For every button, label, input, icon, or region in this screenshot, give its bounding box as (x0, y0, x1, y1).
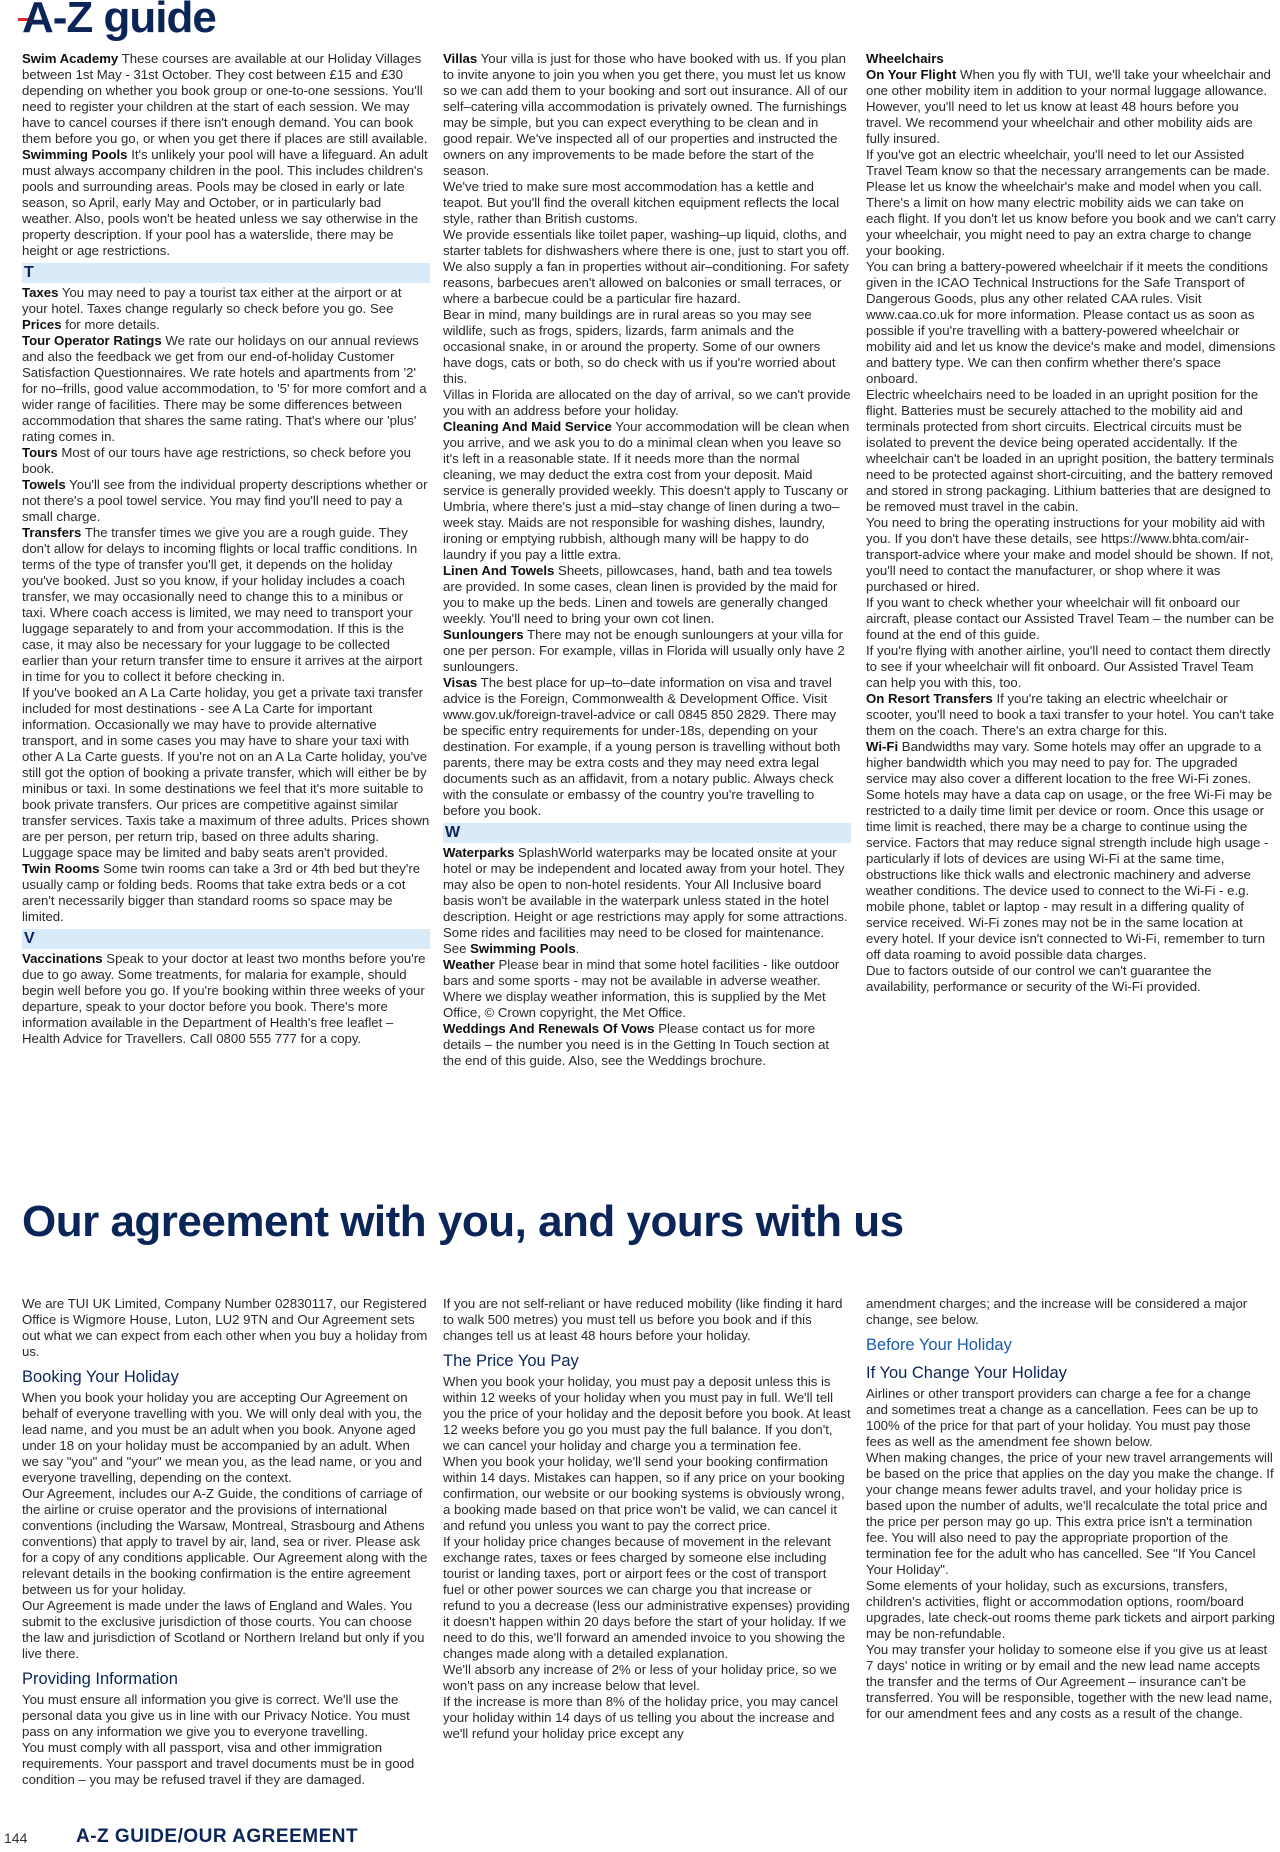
entry-towels: Towels You'll see from the individual property descriptions whether or not there's a pool towel service. You may find you'll need to pay a small charge. (22, 477, 428, 524)
entry-check-fit: If you want to check whether your wheelchair will fit onboard our aircraft, please contact our Assisted Travel Team – the number can be found at the end of this guide. (866, 595, 1275, 642)
price-heading: The Price You Pay (443, 1352, 579, 1370)
booking-para-1: When you book your holiday you are accepting Our Agreement on behalf of everyone travelling with you. We will only deal with you, the lead name, and you must be an adult when you book. Anyone aged under 18 on your holiday must be accompanied by an adult. When we say "you" and "your" we mean you, as the lead name, or you and everyone travelling, depending on the context. (22, 1390, 422, 1485)
change-para-1: Airlines or other transport providers can charge a fee for a change and sometimes treat a change as a cancellation. Fees can be up to 100% of the price for that part of your holiday. You must pay those fees as well as the amendment fee shown below. (866, 1386, 1259, 1449)
entry-villas-wildlife: Bear in mind, many buildings are in rural areas so you may see wildlife, such as frogs, spiders, lizards, farm animals and the occasional snake, in or around the property. Some of our owners have dogs, cats or both, so do check with us if you're worried about this. (443, 307, 836, 386)
agreement-column-2 (443, 1296, 851, 1742)
entry-on-resort-transfers: On Resort Transfers If you're taking an electric wheelchair or scooter, you'll need to book a taxi transfer to your hotel. You can't take them on the coach. There's an extra charge for this. (866, 691, 1275, 738)
entry-villas-kettle: We've tried to make sure most accommodation has a kettle and teapot. But you'll find the overall kitchen equipment reflects the local style, rather than British customs. (443, 179, 840, 226)
entry-transfers-alacarte: If you've booked an A La Carte holiday, you get a private taxi transfer included for most destinations - see A La Carte for important information. Occasionally we may have to provide alternative transport, and in some cases you may have to share your taxi with other A La Carte guests. If you're not on an A La Carte holiday, you've still got the option of booking a private transfer, which will either be by minibus or taxi. In some destinations we feel that it's more suitable to book private transfers. Our prices are competitive against similar transfer services. Taxis take a maximum of three adults. Prices shown are per person, per return trip, based on three adults sharing. Luggage space may be limited and baby seats aren't provided. (22, 685, 430, 860)
page-title: A-Z guide (22, 0, 216, 42)
entry-battery-wheelchair: You can bring a battery-powered wheelchair if it meets the conditions given in the ICAO Technical Instructions for the Safe Transport of Dangerous Goods, plus any other related CAA rules. Visit www.caa.co.uk for more information. Please contact us as soon as possible if you're travelling with a battery-powered wheelchair or mobility aid and let us know the device's make and model, dimensions and battery type. We can then confirm whether there's space onboard. (866, 259, 1276, 386)
booking-para-2: Our Agreement, includes our A-Z Guide, the conditions of carriage of the airline or cruise operator and the provisions of international conventions (including the Warsaw, Montreal, Strasbourg and Athens conventions) that apply to travel by air, land, sea or river. Please ask for a copy of any conditions applicable. Our Agreement along with the relevant details in the booking confirmation is the entire agreement between us for your holiday. (22, 1486, 428, 1597)
entry-wifi: Wi-Fi Bandwidths may vary. Some hotels may offer an upgrade to a higher bandwidth which you may need to pay for. The upgraded service may also cover a different location to the free Wi-Fi zones. Some hotels may have a data cap on usage, or the free Wi-Fi may be restricted to a daily time limit per device or room. Once this usage or time limit is reached, there may be a charge to continue using the service. Factors that may reduce signal strength include high usage - particularly if lots of devices are using Wi-Fi at the same time, obstructions like thick walls and electronic machinery and adverse weather conditions. The device used to connect to the Wi-Fi - e.g. mobile phone, tablet or laptop - may result in a differing quality of service received. Wi-Fi zones may not be in the same location at every hotel. If your device isn't connected to Wi-Fi, remember to turn off data roaming to avoid possible data charges. (866, 739, 1273, 962)
entry-on-your-flight: On Your Flight When you fly with TUI, we'll take your wheelchair and one other mobility item in addition to your normal luggage allowance. However, you'll need to let us know at least 48 hours before you travel. We recommend your wheelchair and other mobility aids are fully insured. (866, 67, 1271, 146)
agreement-column-1 (22, 1296, 430, 1788)
wheelchairs-heading: Wheelchairs (866, 51, 944, 66)
az-column-3 (866, 51, 1276, 995)
entry-operating-instructions: You need to bring the operating instructions for your mobility aid with you. If you don't have these details, see https://www.bhta.com/air-transport-advice where your make and model should be shown. If not, you'll need to contact the manufacturer, or shop where it was purchased or hired. (866, 515, 1274, 594)
continued-para: amendment charges; and the increase will be considered a major change, see below. (866, 1296, 1248, 1327)
agreement-column-3 (866, 1296, 1276, 1722)
entry-electric-wheelchair: If you've got an electric wheelchair, you'll need to let our Assisted Travel Team know so that the necessary arrangements can be made. Please let us know the wheelchair's make and model when you call. There's a limit on how many electric mobility aids we can take on each flight. If you don't let us know before you book and we can't carry your wheelchair, you might need to pay an extra charge to change your booking. (866, 147, 1276, 258)
letter-heading-v: V (22, 929, 430, 949)
booking-heading: Booking Your Holiday (22, 1368, 179, 1386)
entry-sunloungers: Sunloungers There may not be enough sunloungers at your villa for one per person. For example, villas in Florida will usually only have 2 sunloungers. (443, 627, 845, 674)
booking-para-3: Our Agreement is made under the laws of England and Wales. You submit to the exclusive jurisdiction of those courts. You can choose the law and jurisdiction of Scotland or Northern Ireland but only if you live there. (22, 1598, 425, 1661)
price-para-1: When you book your holiday, you must pay a deposit unless this is within 12 weeks of your holiday when you must pay in full. We'll tell you the price of your holiday and the deposit before you book. At least 12 weeks before you go you must pay the full balance. If you don't, we can cancel your holiday and charge you a termination fee. (443, 1374, 851, 1453)
entry-upright-loading: Electric wheelchairs need to be loaded in an upright position for the flight. Batteries must be securely attached to the mobility aid and terminals protected from short circuits. Electrical circuits must be isolated to prevent the device being operated accidentally. If the wheelchair can't be loaded in an upright position, the battery terminals need to be protected against short-circuiting, and the battery removed and stored in strong packaging. Lithium batteries that are designed to be removed must travel in the cabin. (866, 387, 1274, 514)
entry-vaccinations: Vaccinations Speak to your doctor at least two months before you're due to go away. Some treatments, for malaria for example, should begin well before you go. If you're booking within three weeks of your departure, speak to your doctor before you book. There's more information available in the Department of Health's free leaflet – Health Advice for Travellers. Call 0800 555 777 for a copy. (22, 951, 426, 1046)
agreement-title: Our agreement with you, and yours with us (22, 1197, 904, 1246)
entry-villas: Villas Your villa is just for those who have booked with us. If you plan to invite anyone to join you when you get there, you must let us know so we can add them to your booking and sort out insurance. All of our self–catering villa accommodation is privately owned. The furnishings may be simple, but you can expect everything to be clean and in good repair. We've inspected all of our properties and instructed the owners on any improvements to be made before the start of the season. (443, 51, 848, 178)
entry-transfers: Transfers The transfer times we give you are a rough guide. They don't allow for delays to incoming flights or local traffic conditions. In terms of the type of transfer you'll get, it depends on the holiday you've booked. Just so you know, if your holiday includes a coach transfer, we may occasionally need to change this to a minibus or taxi. Where coach access is limited, we may need to transport your luggage separately to and from your accommodation. If this is the case, it may also be necessary for your luggage to be collected earlier than your return transfer time to ensure it arrives at the airport in time for you to collect it before checking in. (22, 525, 423, 684)
entry-visas: Visas The best place for up–to–date information on visa and travel advice is the Foreign, Commonwealth & Development Office. Visit www.gov.uk/foreign-travel-advice or call 0845 850 2829. There may be specific entry requirements for under-18s, depending on your destination. For example, if a young person is travelling without both parents, there may be extra costs and they may need extra legal documents such as an affidavit, from a notary public. Always check with the consulate or embassy of the country you're travelling to before you book. (443, 675, 841, 818)
footer-label: A-Z GUIDE/OUR AGREEMENT (76, 1826, 359, 1847)
providing-info-heading: Providing Information (22, 1670, 178, 1688)
entry-villas-florida: Villas in Florida are allocated on the day of arrival, so we can't provide you with an address before your holiday. (443, 387, 851, 418)
before-holiday-heading: Before Your Holiday (866, 1336, 1012, 1354)
entry-cleaning: Cleaning And Maid Service Your accommodation will be clean when you arrive, and we ask you to do a minimal clean when you leave so it's left in a reasonable state. If it needs more than the normal cleaning, we may deduct the extra cost from your deposit. Maid service is generally provided weekly. This doesn't apply to Tuscany or Umbria, where there's just a mid–stay change of linen during a two–week stay. Maids are not responsible for washing dishes, laundry, ironing or emptying rubbish, although many will be happy to do laundry if you pay a little extra. (443, 419, 850, 562)
entry-swim-academy: Swim Academy These courses are available at our Holiday Villages between 1st May - 31st October. They cost between £15 and £30 depending on whether you book group or one-to-one sessions. You'll need to register your children at the start of each session. We may have to cancel courses if there isn't enough demand. You can book them before you go, or when you get there if places are still available. (22, 51, 428, 146)
az-column-1 (22, 51, 430, 1047)
letter-heading-w: W (443, 823, 851, 843)
letter-heading-t: T (22, 263, 430, 283)
mobility-para: If you are not self-reliant or have reduced mobility (like finding it hard to walk 500 metres) you must tell us before you book and if this changes tell us at least 48 hours before your holiday. (443, 1296, 843, 1343)
az-column-2 (443, 51, 851, 1069)
change-para-3: Some elements of your holiday, such as excursions, transfers, children's activities, flight or accommodation options, room/board upgrades, late check-out rooms theme park tickets and airport parking may be non-refundable. (866, 1578, 1276, 1641)
entry-tour-operator-ratings: Tour Operator Ratings We rate our holidays on our annual reviews and also the feedback we get from our end-of-holiday Customer Satisfaction Questionnaires. We rate hotels and apartments from '2' for no–frills, good value accommodation, to '5' for more comfort and a wider range of facilities. There may be some differences between accommodation that shares the same rating. That's where our 'plus' rating comes in. (22, 333, 427, 444)
entry-waterparks: Waterparks SplashWorld waterparks may be located onsite at your hotel or may be independent and located away from your hotel. They may also be open to non-hotel residents. Your All Inclusive board basis won't be available in the waterpark unless stated in the hotel description. Height or age restrictions may apply for some attractions. Some rides and facilities may need to be closed for maintenance. See Swimming Pools. (443, 845, 848, 956)
price-para-3: If your holiday price changes because of movement in the relevant exchange rates, taxes or fees charged by someone else including tourist or landing taxes, port or airport fees or the cost of transport fuel or other power sources we can charge you that increase or refund to you a decrease (less our administrative expenses) providing it doesn't happen within 20 days before the start of your holiday. If we need to do this, we'll forward an amended invoice to you showing the changes made along with a detailed explanation. (443, 1534, 850, 1661)
entry-weather: Weather Please bear in mind that some hotel facilities - like outdoor bars and some sports - may not be available in adverse weather. Where we display weather information, this is supplied by the Met Office, © Crown copyright, the Met Office. (443, 957, 840, 1020)
entry-linen: Linen And Towels Sheets, pillowcases, hand, bath and tea towels are provided. In some cases, clean linen is provided by the maid for you to make up the beds. Linen and towels are generally changed weekly. You'll need to bring your own cot linen. (443, 563, 838, 626)
entry-wifi-guarantee: Due to factors outside of our control we can't guarantee the availability, performance or security of the Wi-Fi provided. (866, 963, 1212, 994)
entry-taxes: Taxes You may need to pay a tourist tax either at the airport or at your hotel. Taxes change regularly so check before you go. See Prices for more details. (22, 285, 402, 332)
entry-other-airline: If you're flying with another airline, you'll need to contact them directly to see if your wheelchair will fit onboard. Our Assisted Travel Team can help you with this, too. (866, 643, 1271, 690)
entry-weddings: Weddings And Renewals Of Vows Please contact us for more details – the number you need is in the Getting In Touch section at the end of this guide. Also, see the Weddings brochure. (443, 1021, 830, 1068)
change-para-4: You may transfer your holiday to someone else if you give us at least 7 days' notice in writing or by email and the new lead name accepts the transfer and the terms of Our Agreement – insurance can't be transferred. You will be responsible, together with the new lead name, for our amendment fees and any costs as a result of the change. (866, 1642, 1273, 1721)
entry-swimming-pools: Swimming Pools It's unlikely your pool will have a lifeguard. An adult must always accompany children in the pool. This includes children's pools and surrounding areas. Pools may be closed in early or late season, so April, early May and October, or in particularly bad weather. Also, pools won't be heated unless we say otherwise in the property description. If your pool has a waterslide, there may be height or age restrictions. (22, 147, 428, 258)
change-para-2: When making changes, the price of your new travel arrangements will be based on the price that applies on the day you make the change. If your change means fewer adults travel, and your holiday price is based upon the number of adults, we'll recalculate the total price and the price per person may go up. This extra price isn't a termination fee. You will also need to pay the appropriate proportion of the termination fee for the adult who has cancelled. See "If You Cancel Your Holiday". (866, 1450, 1274, 1577)
change-holiday-heading: If You Change Your Holiday (866, 1364, 1067, 1382)
info-para-2: You must comply with all passport, visa and other immigration requirements. Your passport and travel documents must be in good condition – you may be refused travel if they are damaged. (22, 1740, 415, 1787)
info-para-1: You must ensure all information you give is correct. We'll use the personal data you give us in line with our Privacy Notice. You must pass on any information we give you to everyone travelling. (22, 1692, 410, 1739)
price-para-5: If the increase is more than 8% of the holiday price, you may cancel your holiday within 14 days of us telling you about the increase and we'll refund your holiday price except any (443, 1694, 839, 1741)
entry-tours: Tours Most of our tours have age restrictions, so check before you book. (22, 445, 411, 476)
entry-villas-essentials: We provide essentials like toilet paper, washing–up liquid, cloths, and starter tablets for dishwashers where there is one, just to start you off. We also supply a fan in properties without air–conditioning. For safety reasons, barbecues aren't allowed on balconies or small terraces, or where a barbecue could be a particular fire hazard. (443, 227, 850, 306)
entry-twin-rooms: Twin Rooms Some twin rooms can take a 3rd or 4th bed but they're usually camp or folding beds. Rooms that take extra beds or a cot aren't necessarily bigger than standard rooms so space may be limited. (22, 861, 421, 924)
price-para-4: We'll absorb any increase of 2% or less of your holiday price, so we won't pass on any increase below that level. (443, 1662, 837, 1693)
agreement-intro: We are TUI UK Limited, Company Number 02830117, our Registered Office is Wigmore House, Luton, LU2 9TN and Our Agreement sets out what we can expect from each other when you buy a holiday from us. (22, 1296, 428, 1359)
price-para-2: When you book your holiday, we'll send your booking confirmation within 14 days. Mistakes can happen, so if any price on your booking confirmation, our website or our booking systems is obviously wrong, a booking made based on that price won't be valid, we can cancel it and refund you unless you want to pay the correct price. (443, 1454, 845, 1533)
page-number: 144 (4, 1830, 28, 1846)
